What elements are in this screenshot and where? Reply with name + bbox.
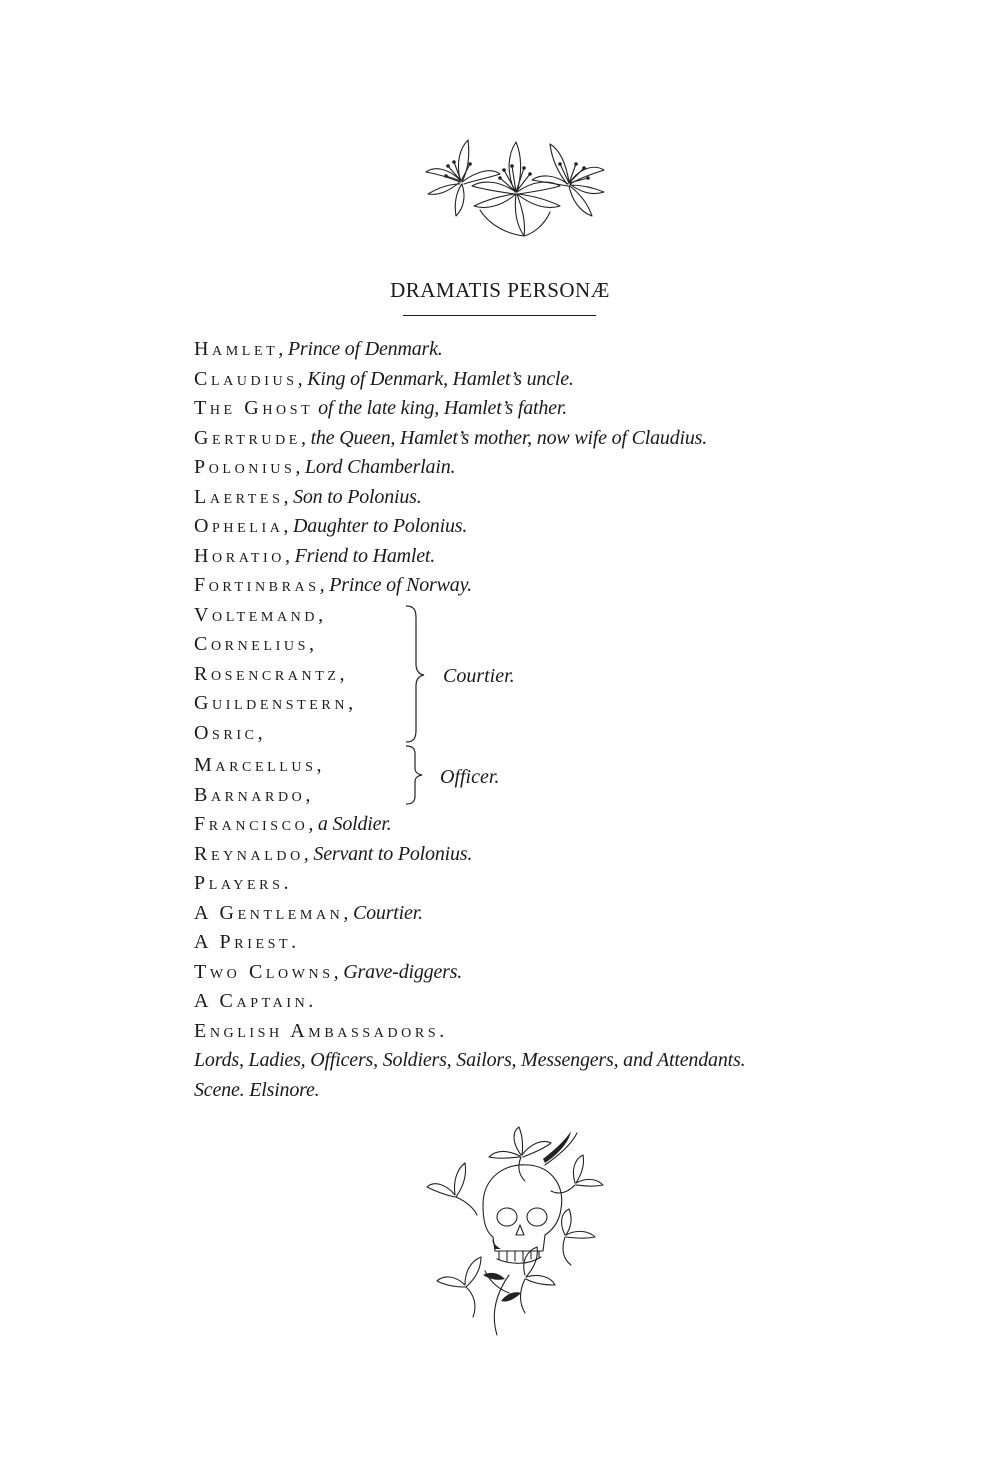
character-name: Gertrude bbox=[194, 427, 301, 449]
character-name: A Captain. bbox=[194, 990, 317, 1012]
character-name: Claudius bbox=[194, 368, 298, 390]
character-entry bbox=[194, 570, 472, 600]
attendants-line: Lords, Ladies, Officers, Soldiers, Sailors, Messengers, and Attendants. bbox=[194, 1049, 746, 1071]
skull-with-lilies-icon bbox=[425, 1125, 605, 1340]
character-entry bbox=[194, 868, 292, 898]
character-entry bbox=[194, 1016, 448, 1046]
scene-line: Scene. Elsinore. bbox=[194, 1079, 320, 1101]
character-name: English Ambassadors. bbox=[194, 1020, 448, 1042]
character-name: Laertes bbox=[194, 486, 284, 508]
title-rule bbox=[403, 315, 596, 316]
character-description: , Prince of Norway. bbox=[319, 574, 472, 596]
officer-name: Marcellus, bbox=[194, 754, 326, 776]
character-entry bbox=[194, 423, 707, 453]
character-description: , Servant to Polonius. bbox=[303, 843, 473, 865]
character-name: Hamlet bbox=[194, 338, 279, 360]
character-name: The Ghost bbox=[194, 397, 314, 419]
character-name: Players. bbox=[194, 872, 293, 894]
character-name: Fortinbras bbox=[194, 574, 320, 596]
character-entry bbox=[194, 511, 467, 541]
character-entry bbox=[194, 957, 462, 987]
character-entry bbox=[194, 809, 392, 839]
character-name: Francisco bbox=[194, 813, 309, 835]
officer-group-label: Officer. bbox=[440, 766, 500, 788]
character-entry bbox=[194, 452, 455, 482]
character-entry bbox=[194, 839, 472, 869]
courtier-brace bbox=[400, 604, 426, 744]
courtier-name: Rosencrantz, bbox=[194, 663, 349, 685]
character-description: , King of Denmark, Hamlet’s uncle. bbox=[297, 368, 574, 390]
officer-name: Barnardo, bbox=[194, 784, 314, 806]
character-entry bbox=[194, 482, 422, 512]
character-description: of the late king, Hamlet’s father. bbox=[313, 397, 567, 419]
character-name: Two Clowns bbox=[194, 961, 334, 983]
courtier-name: Osric, bbox=[194, 722, 267, 744]
character-description: , the Queen, Hamlet’s mother, now wife of Claudius. bbox=[300, 427, 708, 449]
character-description: , Lord Chamberlain. bbox=[295, 456, 456, 478]
character-description: , Daughter to Polonius. bbox=[283, 515, 468, 537]
courtier-name: Guildenstern, bbox=[194, 692, 357, 714]
character-description: , Son to Polonius. bbox=[283, 486, 422, 508]
character-description: , Friend to Hamlet. bbox=[284, 545, 436, 567]
character-name: Ophelia bbox=[194, 515, 284, 537]
character-name: A Gentleman bbox=[194, 902, 344, 924]
character-entry bbox=[194, 393, 567, 423]
character-name: Reynaldo bbox=[194, 843, 304, 865]
character-entry bbox=[194, 986, 317, 1016]
character-description: , Prince of Denmark. bbox=[278, 338, 443, 360]
lily-flowers-icon bbox=[420, 130, 610, 245]
courtier-name: Cornelius, bbox=[194, 633, 318, 655]
character-entry bbox=[194, 541, 435, 571]
character-entry bbox=[194, 898, 423, 928]
courtier-group-label: Courtier. bbox=[443, 665, 515, 687]
character-description: , Grave-diggers. bbox=[333, 961, 463, 983]
character-description: , Courtier. bbox=[343, 902, 423, 924]
character-description: , a Soldier. bbox=[308, 813, 392, 835]
character-entry bbox=[194, 334, 443, 364]
courtier-name: Voltemand, bbox=[194, 604, 327, 626]
character-name: Horatio bbox=[194, 545, 285, 567]
character-name: A Priest. bbox=[194, 931, 300, 953]
character-name: Polonius bbox=[194, 456, 296, 478]
officer-brace bbox=[400, 744, 426, 806]
character-entry bbox=[194, 364, 574, 394]
character-entry bbox=[194, 927, 300, 957]
page-title: DRAMATIS PERSONÆ bbox=[390, 278, 610, 302]
